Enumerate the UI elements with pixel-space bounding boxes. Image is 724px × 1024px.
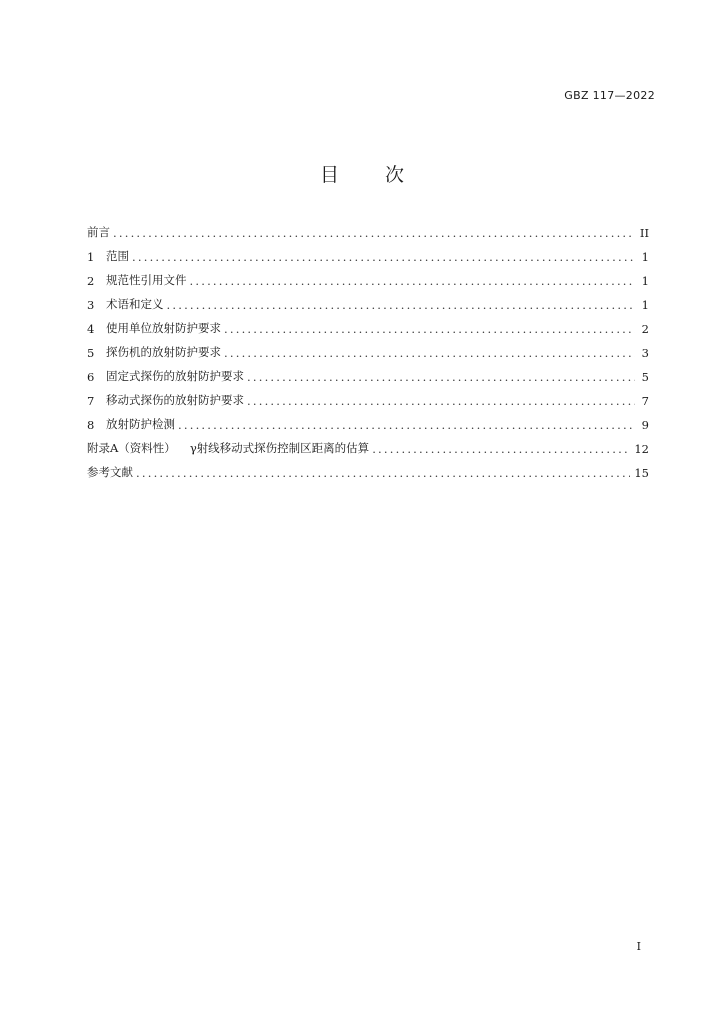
toc-leader-dots bbox=[113, 226, 635, 240]
toc-entry-equipment-requirements[interactable] bbox=[87, 336, 649, 360]
toc-entry-label: 固定式探伤的放射防护要求 bbox=[106, 369, 244, 383]
toc-entry-number: 6 bbox=[87, 370, 95, 384]
toc-entry-number: 1 bbox=[87, 250, 95, 264]
toc-leader-dots bbox=[224, 322, 635, 336]
toc-entry-normative-references[interactable] bbox=[87, 264, 649, 288]
toc-entry-page: 1 bbox=[641, 250, 649, 264]
toc-entry-page: 2 bbox=[641, 322, 649, 336]
toc-entry-label: 放射防护检测 bbox=[106, 417, 175, 431]
toc-leader-dots bbox=[372, 442, 630, 456]
toc-entry-radiation-monitoring[interactable] bbox=[87, 408, 649, 432]
toc-entry-page: II bbox=[639, 226, 649, 240]
page-number: I bbox=[636, 940, 641, 953]
toc-entry-label: 使用单位放射防护要求 bbox=[106, 321, 221, 335]
toc-entry-fixed-inspection[interactable] bbox=[87, 360, 649, 384]
toc-leader-dots bbox=[190, 274, 636, 288]
toc-leader-dots bbox=[136, 466, 630, 480]
toc-entry-number: 3 bbox=[87, 298, 95, 312]
toc-entry-page: 3 bbox=[641, 346, 649, 360]
toc-entry-label: 附录A（资料性） bbox=[87, 441, 176, 455]
toc-entry-number: 7 bbox=[87, 394, 95, 408]
toc-entry-number: 2 bbox=[87, 274, 95, 288]
toc-entry-label: 移动式探伤的放射防护要求 bbox=[106, 393, 244, 407]
toc-entry-user-requirements[interactable] bbox=[87, 312, 649, 336]
toc-entry-terms-definitions[interactable] bbox=[87, 288, 649, 312]
toc-entry-annex-title: γ射线移动式探伤控制区距离的估算 bbox=[189, 441, 370, 455]
toc-leader-dots bbox=[178, 418, 635, 432]
toc-entry-foreword[interactable] bbox=[87, 216, 649, 240]
toc-leader-dots bbox=[247, 370, 635, 384]
toc-leader-dots bbox=[247, 394, 635, 408]
toc-entry-bibliography[interactable] bbox=[87, 456, 649, 480]
table-of-contents bbox=[87, 216, 649, 480]
toc-title: 目 次 bbox=[319, 164, 425, 186]
toc-entry-page: 15 bbox=[634, 466, 649, 480]
toc-entry-number: 4 bbox=[87, 322, 95, 336]
toc-entry-page: 5 bbox=[641, 370, 649, 384]
toc-entry-page: 9 bbox=[641, 418, 649, 432]
toc-entry-annex-a[interactable] bbox=[87, 432, 649, 456]
toc-leader-dots bbox=[224, 346, 635, 360]
toc-entry-page: 12 bbox=[634, 442, 649, 456]
toc-leader-dots bbox=[132, 250, 635, 264]
toc-entry-page: 1 bbox=[641, 274, 649, 288]
toc-entry-label: 前言 bbox=[87, 225, 110, 239]
toc-entry-label: 参考文献 bbox=[87, 465, 133, 479]
toc-entry-scope[interactable] bbox=[87, 240, 649, 264]
toc-entry-page: 1 bbox=[641, 298, 649, 312]
toc-entry-mobile-inspection[interactable] bbox=[87, 384, 649, 408]
toc-entry-label: 探伤机的放射防护要求 bbox=[106, 345, 221, 359]
toc-entry-label: 术语和定义 bbox=[106, 297, 164, 311]
toc-entry-number: 8 bbox=[87, 418, 95, 432]
toc-entry-label: 范围 bbox=[106, 249, 129, 263]
toc-entry-page: 7 bbox=[641, 394, 649, 408]
toc-entry-number: 5 bbox=[87, 346, 95, 360]
toc-leader-dots bbox=[167, 298, 636, 312]
standard-code: GBZ 117—2022 bbox=[564, 89, 655, 102]
toc-entry-label: 规范性引用文件 bbox=[106, 273, 187, 287]
